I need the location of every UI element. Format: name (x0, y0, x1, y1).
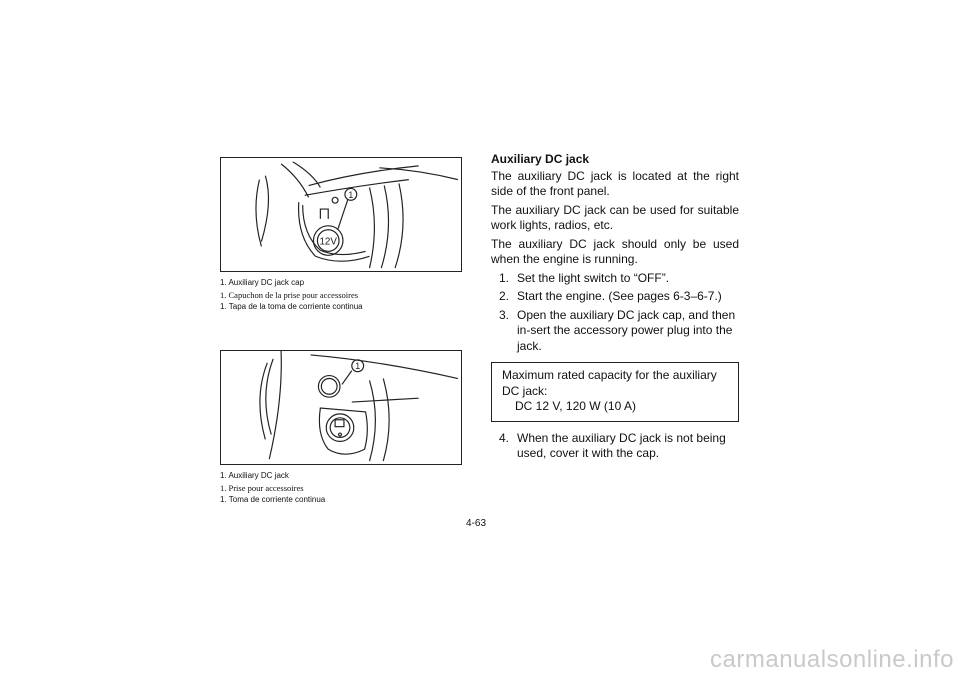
section-heading: Auxiliary DC jack (491, 152, 590, 166)
figure-caption-group (220, 277, 470, 313)
caption-spanish: 1. Toma de corriente continua (220, 495, 326, 504)
step-text: Open the auxiliary DC jack cap, and then in-sert the accessory power plug into the jack. (517, 307, 736, 353)
caption-french: 1. Prise pour accessoires (220, 483, 304, 493)
page-number: 4-63 (466, 518, 487, 529)
caption-french: 1. Capuchon de la prise pour accessoires (220, 290, 359, 300)
spec-value: DC 12 V, 120 W (10 A) (515, 399, 636, 413)
step-item (491, 308, 739, 355)
watermark: carmanualsonline.info (710, 646, 954, 673)
caption-english: 1. Auxiliary DC jack cap (220, 278, 305, 287)
step-item (491, 289, 739, 305)
step-text: Set the light switch to “OFF”. (517, 270, 670, 285)
figure-jack (220, 350, 462, 465)
figure-caption-group (220, 470, 470, 506)
figure-callout: 1 (355, 361, 361, 372)
illustration-jack-cap (221, 158, 461, 271)
section-text-column (491, 152, 739, 465)
figure-jack-cap (220, 157, 462, 272)
spec-label: Maximum rated capacity for the auxiliary DC jack: (502, 368, 717, 398)
step-text: When the auxiliary DC jack is not being used, cover it with the cap. (517, 430, 726, 460)
instruction-steps-continued (491, 431, 739, 462)
spec-box (491, 362, 739, 422)
step-item (491, 271, 739, 287)
instruction-steps (491, 271, 739, 355)
caption-english: 1. Auxiliary DC jack (220, 471, 289, 480)
step-text: Start the engine. (See pages 6-3–6-7.) (517, 289, 722, 303)
jack-voltage-label: 12V (319, 236, 337, 248)
step-item (491, 431, 739, 462)
paragraph: The auxiliary DC jack can be used for suitable work lights, radios, etc. (491, 202, 739, 232)
step-number: 4. (499, 430, 510, 445)
step-number: 2. (499, 289, 510, 303)
caption-spanish: 1. Tapa de la toma de corriente continua (220, 302, 363, 311)
paragraph: The auxiliary DC jack is located at the right side of the front panel. (491, 168, 739, 198)
figure-callout: 1 (348, 189, 354, 200)
illustration-jack (221, 351, 461, 464)
paragraph: The auxiliary DC jack should only be used when the engine is running. (491, 236, 739, 266)
step-number: 1. (499, 270, 510, 285)
step-number: 3. (499, 307, 510, 322)
